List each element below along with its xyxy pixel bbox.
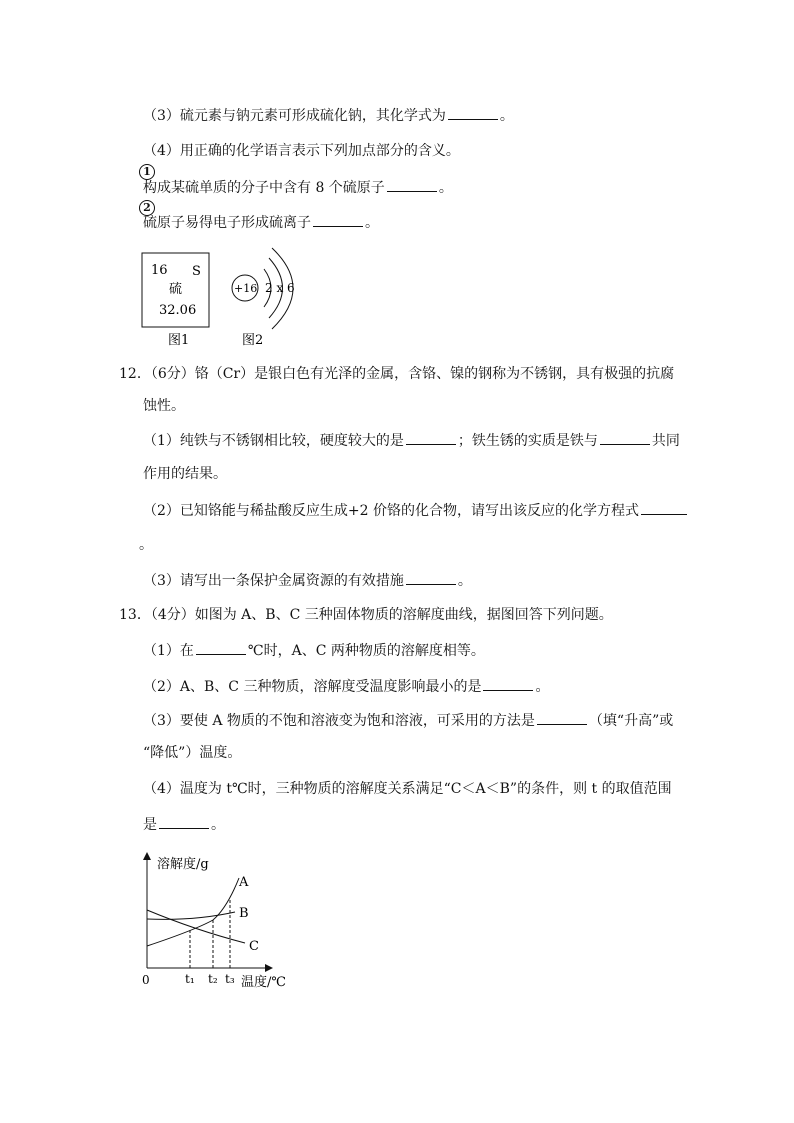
q13-head: 13．（4分）如图为 A、B、C 三种固体物质的溶解度曲线，据图回答下列问题。: [119, 607, 613, 623]
answer-blank[interactable]: [448, 105, 498, 120]
atomic-mass: 32.06: [159, 303, 197, 318]
figure1-caption: 图1: [168, 333, 190, 348]
answer-blank[interactable]: [483, 676, 533, 691]
q13-part1: （1）在 ℃时，A、C 两种物质的溶解度相等。: [143, 640, 485, 661]
q13-part4-cont: 是 。: [143, 814, 225, 835]
q12-part2-end: 。: [139, 537, 153, 553]
answer-blank[interactable]: [406, 430, 456, 445]
q12-part1: （1）纯铁与不锈钢相比较，硬度较大的是 ；铁生锈的实质是铁与 共同: [143, 430, 680, 451]
q12-part1-cont: 作用的结果。: [143, 466, 227, 482]
q11-item1: 构成某硫单质的分子中含有 8 个硫原子 。: [143, 177, 453, 198]
curve-c-label: C: [249, 939, 259, 954]
q12-part3: （3）请写出一条保护金属资源的有效措施 。: [143, 570, 472, 591]
origin-label: 0: [142, 973, 150, 987]
answer-blank[interactable]: [537, 710, 587, 725]
element-symbol: S: [192, 264, 201, 279]
q12-head-line2: 蚀性。: [143, 398, 185, 414]
answer-blank[interactable]: [387, 177, 437, 192]
element-name: 硫: [169, 282, 183, 297]
q13-part4: （4）温度为 t℃时，三种物质的溶解度关系满足“C＜A＜B”的条件，则 t 的取值范围: [143, 781, 672, 797]
q11-part4: （4）用正确的化学语言表示下列加点部分的含义。: [143, 143, 460, 159]
q12-part2: （2）已知铬能与稀盐酸反应生成+2 价铬的化合物，请写出该反应的化学方程式: [143, 500, 689, 521]
electron-shells: 2 x 6: [265, 281, 295, 295]
t1-label: t₁: [185, 972, 195, 986]
t3-label: t₃: [225, 972, 235, 986]
answer-blank[interactable]: [159, 814, 209, 829]
circled-number-2: 2: [139, 200, 155, 216]
curve-a: [147, 878, 239, 946]
y-axis-label: 溶解度/g: [157, 857, 209, 872]
answer-blank[interactable]: [406, 570, 456, 585]
figure2-caption: 图2: [242, 333, 264, 348]
curve-a-label: A: [239, 875, 249, 890]
answer-blank[interactable]: [600, 430, 650, 445]
t2-label: t₂: [208, 972, 218, 986]
q12-head-line1: 12．（6分）铬（Cr）是银白色有光泽的金属，含铬、镍的钢称为不锈钢，具有极强的抗腐: [119, 366, 675, 382]
atomic-number: 16: [151, 263, 168, 278]
q13-part3-cont: “降低”）温度。: [143, 745, 242, 761]
answer-blank[interactable]: [313, 212, 363, 227]
q11-part3: （3）硫元素与钠元素可形成硫化钠，其化学式为 。: [143, 105, 514, 126]
solubility-graph: [135, 848, 305, 993]
curve-b-label: B: [239, 906, 249, 921]
q13-part3: （3）要使 A 物质的不饱和溶液变为饱和溶液，可采用的方法是 （填“升高”或: [143, 710, 673, 731]
sulfur-figures: [138, 245, 318, 350]
nucleus-charge: +16: [234, 282, 258, 295]
circled-number-1: 1: [139, 164, 155, 180]
answer-blank[interactable]: [196, 640, 246, 655]
x-axis-label: 温度/℃: [241, 975, 286, 990]
q11-item2: 硫原子易得电子形成硫离子 。: [143, 212, 379, 233]
answer-blank[interactable]: [641, 500, 687, 515]
q13-part2: （2）A、B、C 三种物质，溶解度受温度影响最小的是 。: [143, 676, 549, 697]
